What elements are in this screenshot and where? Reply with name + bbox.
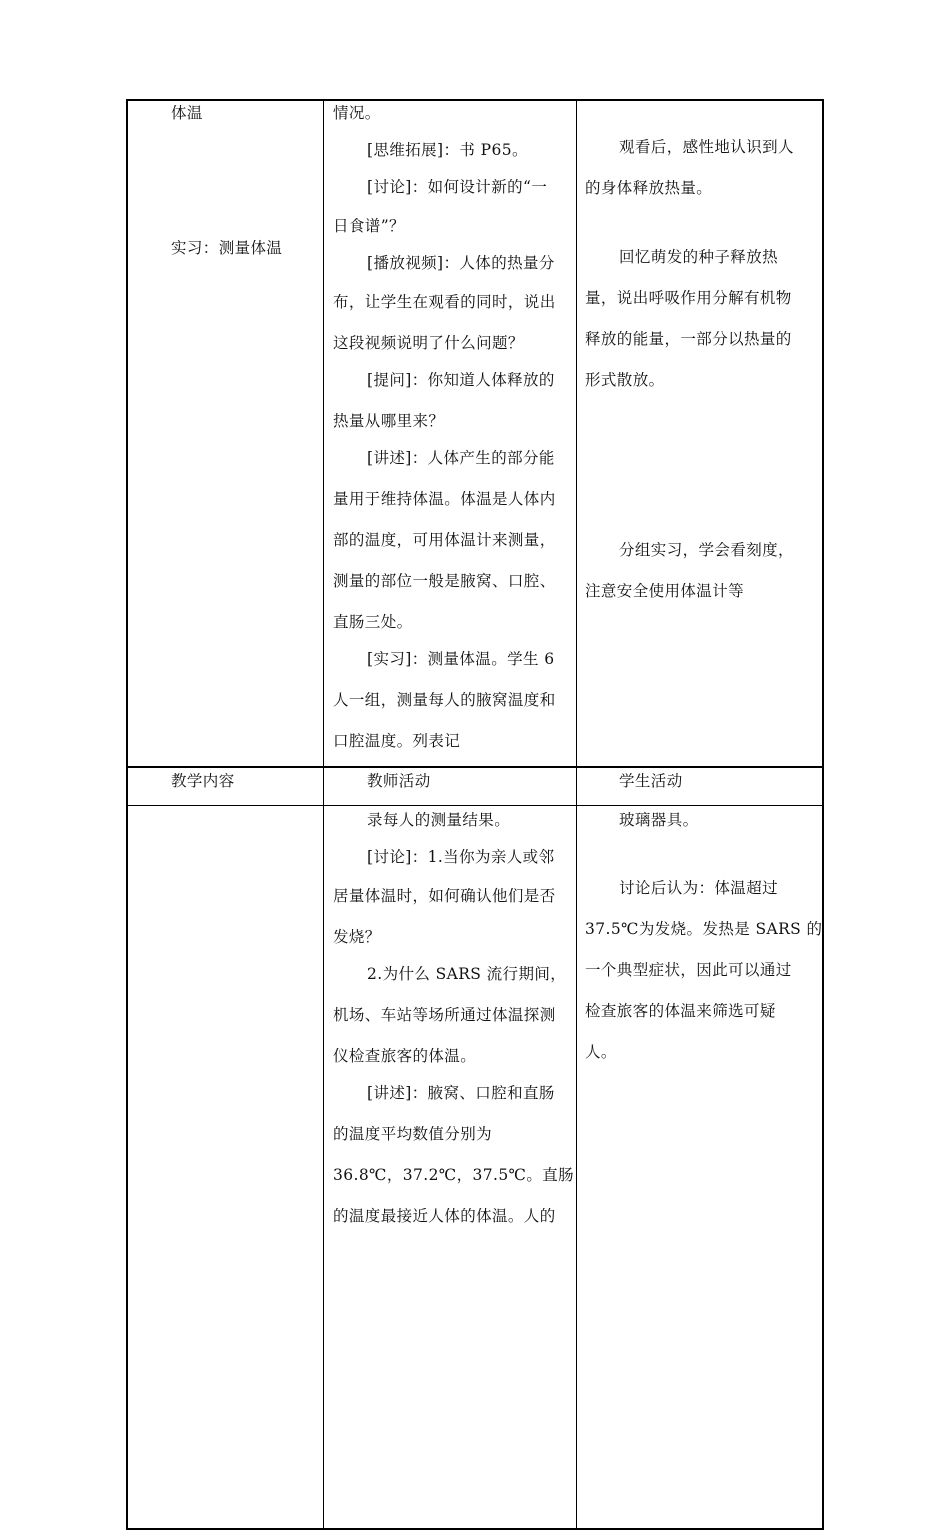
student-line: 观看后，感性地认识到人 (619, 138, 794, 156)
section1-topic-practice: 实习：测量体温 (171, 239, 283, 257)
student-line: 讨论后认为：体温超过 (619, 879, 779, 897)
teacher-line: [播放视频]：人体的热量分 (367, 254, 555, 272)
teacher-line: 人一组，测量每人的腋窝温度和 (333, 691, 556, 709)
teacher-line: 直肠三处。 (333, 613, 413, 631)
table-top-border (126, 99, 824, 101)
teacher-line: 居量体温时，如何确认他们是否 (333, 887, 556, 905)
teacher-line: 布，让学生在观看的同时，说出 (333, 293, 556, 311)
teacher-line: 仪检查旅客的体温。 (333, 1047, 477, 1065)
teacher-line: 的温度平均数值分别为 (333, 1125, 493, 1143)
student-line: 一个典型症状，因此可以通过 (585, 961, 792, 979)
col-divider-2 (576, 99, 577, 1530)
teacher-line: 这段视频说明了什么问题？ (333, 334, 524, 352)
header-teaching-content: 教学内容 (171, 772, 235, 790)
header-teacher-activity: 教师活动 (367, 772, 431, 790)
teacher-line: 量用于维持体温。体温是人体内 (333, 490, 556, 508)
teacher-line: 情况。 (333, 104, 381, 122)
teacher-line: 2.为什么 SARS 流行期间， (367, 965, 567, 983)
teacher-line: [实习]：测量体温。学生 6 (367, 650, 555, 668)
student-line: 回忆萌发的种子释放热 (619, 248, 779, 266)
table-right-border (822, 99, 824, 1530)
teacher-line: [讲述]：人体产生的部分能 (367, 449, 555, 467)
teacher-line: [讲述]：腋窝、口腔和直肠 (367, 1084, 555, 1102)
row-divider-header-bottom (126, 805, 824, 806)
teacher-line: [思维拓展]：书 P65。 (367, 141, 528, 159)
teacher-line: 36.8℃，37.2℃，37.5℃。直肠 (333, 1166, 575, 1184)
teacher-line: 发烧？ (333, 928, 381, 946)
student-line: 量，说出呼吸作用分解有机物 (585, 289, 792, 307)
student-line: 玻璃器具。 (619, 811, 699, 829)
teacher-line: [提问]：你知道人体释放的 (367, 371, 555, 389)
student-line: 的身体释放热量。 (585, 179, 713, 197)
col-divider-1 (323, 99, 324, 1530)
teacher-line: 口腔温度。列表记 (333, 732, 461, 750)
header-student-activity: 学生活动 (619, 772, 683, 790)
student-line: 形式散放。 (585, 371, 665, 389)
student-line: 人。 (585, 1043, 617, 1061)
student-line: 37.5℃为发烧。发热是 SARS 的 (585, 920, 823, 938)
teacher-line: [讨论]：1.当你为亲人或邻 (367, 848, 555, 866)
teacher-line: 热量从哪里来？ (333, 412, 445, 430)
row-divider-header-top (126, 766, 824, 768)
teacher-line: [讨论]：如何设计新的“一 (367, 178, 548, 196)
student-line: 分组实习，学会看刻度， (619, 541, 794, 559)
teacher-line: 机场、车站等场所通过体温探测 (333, 1006, 556, 1024)
student-line: 释放的能量，一部分以热量的 (585, 330, 792, 348)
student-line: 检查旅客的体温来筛选可疑 (585, 1002, 776, 1020)
teacher-line: 的温度最接近人体的体温。人的 (333, 1207, 556, 1225)
teacher-line: 部的温度，可用体温计来测量， (333, 531, 556, 549)
teacher-line: 录每人的测量结果。 (367, 811, 511, 829)
teacher-line: 测量的部位一般是腋窝、口腔、 (333, 572, 556, 590)
teacher-line: 日食谱”？ (333, 217, 405, 235)
section1-topic-temperature: 体温 (171, 104, 203, 122)
student-line: 注意安全使用体温计等 (585, 582, 745, 600)
table-left-border (126, 99, 128, 1530)
